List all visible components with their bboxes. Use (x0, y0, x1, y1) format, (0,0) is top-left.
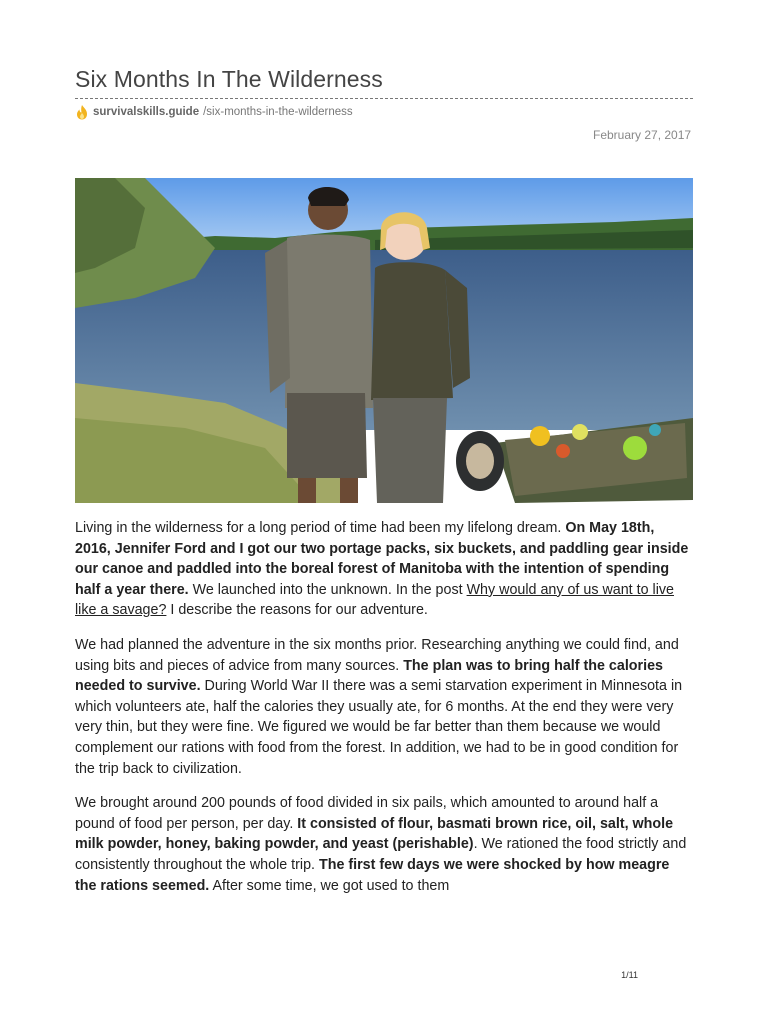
article-paragraph (75, 793, 693, 896)
article-date: February 27, 2017 (593, 128, 692, 142)
text-run: I describe the reasons for our adventure. (166, 602, 428, 619)
text-run: We launched into the unknown. In the post (188, 581, 467, 598)
text-run: Living in the wilderness for a long period of time had been my lifelong dream. (75, 520, 566, 536)
page-number: 1/11 (621, 970, 638, 980)
article-body (75, 518, 693, 910)
source-line (75, 104, 353, 120)
bold-text: It consisted of flour, basmati brown rice, oil, salt, whole milk powder, honey, baking powder, and yeast (perishable) (75, 815, 674, 853)
couple-at-lake-photo (75, 178, 693, 503)
fire-icon (75, 104, 89, 120)
bold-text: The plan was to bring half the calories needed to survive. (75, 657, 663, 695)
source-path-link[interactable]: /six-months-in-the-wilderness (203, 106, 353, 118)
article-paragraph (75, 518, 693, 621)
inline-link[interactable]: Why would any of us want to live like a savage? (75, 581, 674, 619)
bold-text: On May 18th, 2016, Jennifer Ford and I got our two portage packs, six buckets, and paddling gear inside our canoe and paddled into the boreal forest of Manitoba with the intention of spending half a year there. (75, 520, 689, 598)
text-run: During World War II there was a semi starvation experiment in Minnesota in which volunteers ate, half the calories they usually ate, for 6 months. At the end they were very very thin, but they were fine. We figured we would be far better than them because we would complement our rations with food from the forest. In addition, we had to be in good condition for the trip back to civilization. (75, 678, 683, 777)
text-run: After some time, we got used to them (209, 877, 450, 894)
text-run: We brought around 200 pounds of food divided in six pails, which amounted to around half a pound of food per person, per day. (75, 795, 659, 832)
source-domain-link[interactable]: survivalskills.guide (93, 106, 200, 118)
title-dashed-rule (75, 98, 693, 99)
bold-text: The first few days we were shocked by how meagre the rations seemed. (75, 856, 670, 894)
text-run: . We rationed the food strictly and consistently throughout the whole trip. (75, 836, 687, 873)
article-title: Six Months In The Wilderness (75, 66, 383, 92)
article-paragraph (75, 635, 693, 779)
text-run: We had planned the adventure in the six months prior. Researching anything we could find, and using bits and pieces of advice from many sources. (75, 636, 679, 674)
